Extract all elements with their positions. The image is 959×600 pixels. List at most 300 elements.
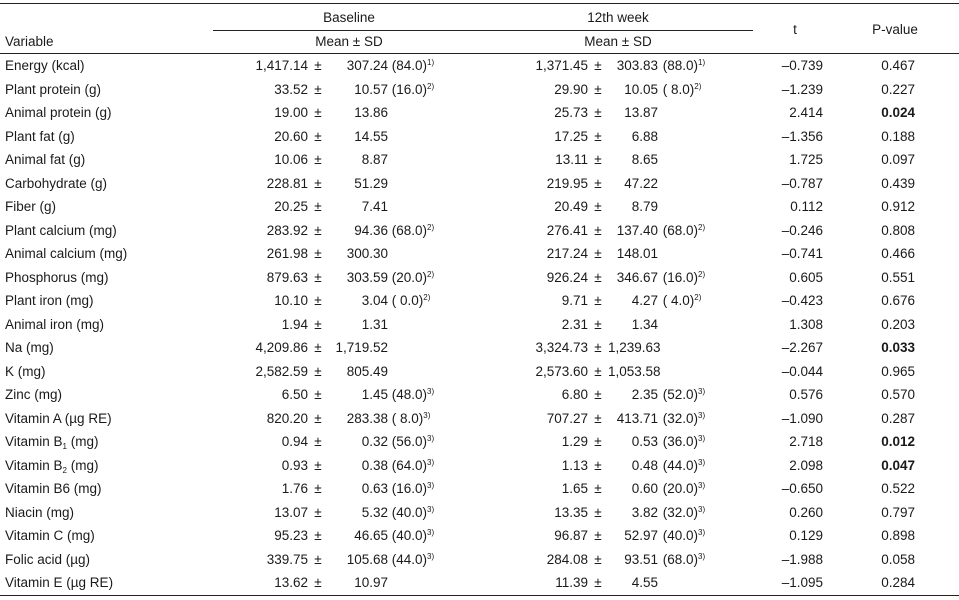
table-row [0, 101, 959, 125]
week12-mean: 926.24 [546, 269, 588, 285]
variable-name: Energy (kcal) [5, 58, 85, 73]
baseline-sd: 1,719.52 [335, 340, 388, 355]
footnote-marker: 3) [427, 528, 435, 537]
baseline-mean: 0.93 [281, 457, 308, 473]
week12-mean: 276.41 [546, 222, 588, 238]
variable-name: Na (mg) [5, 340, 54, 355]
plus-minus-sign: ± [314, 363, 322, 379]
week12-sd: 0.60 [631, 481, 658, 496]
week12-sd: 6.88 [631, 128, 658, 144]
baseline-sd: 303.59 [346, 269, 388, 285]
p-value: 0.965 [881, 363, 915, 379]
week12-percent-value: (32.0) [662, 504, 699, 520]
header-p-value: P-value [872, 22, 918, 37]
week12-underline [483, 30, 753, 31]
variable-cell [5, 54, 85, 78]
baseline-percent-value: ( 0.0) [391, 293, 424, 308]
p-value: 0.058 [881, 551, 915, 567]
variable-name: Phosphorus (mg) [5, 269, 109, 285]
baseline-percent-value: ( 8.0) [391, 410, 424, 426]
baseline-percent-value: (44.0) [391, 551, 428, 567]
week12-sd: 10.05 [624, 81, 658, 97]
header-12th-week: 12th week [587, 10, 649, 25]
p-value: 0.097 [881, 152, 915, 167]
t-value: –0.423 [781, 293, 823, 308]
table-row [0, 477, 959, 501]
header-t: t [793, 22, 797, 37]
p-value: 0.188 [881, 128, 915, 144]
week12-sd: 52.97 [624, 528, 658, 543]
plus-minus-sign: ± [314, 128, 322, 144]
plus-minus-sign: ± [314, 152, 322, 167]
variable-name: Folic acid (µg) [5, 551, 91, 567]
variable-name: Vitamin C (mg) [5, 528, 95, 543]
baseline-mean: 4,209.86 [255, 340, 308, 355]
footnote-marker: 2) [423, 293, 431, 302]
week12-mean: 707.27 [546, 410, 588, 426]
week12-mean: 17.25 [554, 128, 588, 144]
plus-minus-sign: ± [314, 528, 322, 543]
baseline-percent-value: (40.0) [391, 528, 428, 543]
baseline-mean: 10.10 [274, 293, 308, 308]
week12-sd: 137.40 [616, 222, 658, 238]
baseline-sd: 283.38 [346, 410, 388, 426]
t-value: –1.095 [781, 575, 823, 590]
variable-cell [5, 242, 127, 266]
plus-minus-sign: ± [594, 434, 602, 449]
table-row [0, 360, 959, 384]
plus-minus-sign: ± [314, 504, 322, 520]
week12-percent-value: (16.0) [662, 269, 699, 285]
week12-mean: 9.71 [561, 293, 588, 308]
baseline-percent-value: (68.0) [391, 222, 428, 238]
plus-minus-sign: ± [594, 222, 602, 238]
baseline-mean: 13.07 [274, 504, 308, 520]
baseline-mean: 0.94 [281, 434, 308, 449]
plus-minus-sign: ± [314, 575, 322, 590]
week12-mean: 219.95 [546, 175, 588, 191]
variable-name: Vitamin E (µg RE) [5, 575, 114, 590]
table-row [0, 383, 959, 407]
p-value: 0.467 [881, 58, 915, 73]
week12-percent-value: (44.0) [662, 457, 699, 473]
plus-minus-sign: ± [594, 58, 602, 73]
variable-cell [5, 454, 98, 478]
footnote-marker: 2) [698, 269, 706, 279]
header-mean-sd-baseline: Mean ± SD [315, 34, 383, 49]
baseline-mean: 33.52 [274, 81, 308, 97]
table-row [0, 219, 959, 243]
plus-minus-sign: ± [594, 175, 602, 191]
plus-minus-sign: ± [594, 481, 602, 496]
week12-percent-value: (68.0) [662, 222, 699, 238]
footnote-marker: 3) [423, 410, 431, 420]
plus-minus-sign: ± [594, 528, 602, 543]
week12-sd: 8.79 [631, 199, 658, 214]
plus-minus-sign: ± [314, 481, 322, 496]
plus-minus-sign: ± [314, 316, 322, 332]
week12-sd: 8.65 [631, 152, 658, 167]
variable-cell [5, 266, 109, 290]
header-baseline: Baseline [323, 10, 375, 25]
t-value: 0.129 [789, 528, 823, 543]
variable-cell [5, 360, 46, 384]
week12-sd: 303.83 [616, 58, 658, 73]
variable-subscript: 1 [62, 442, 67, 451]
week12-mean: 1.13 [561, 457, 588, 473]
week12-percent [659, 383, 705, 407]
baseline-percent-value: (40.0) [391, 504, 428, 520]
table-row [0, 54, 959, 78]
week12-mean: 2,573.60 [535, 363, 588, 379]
baseline-percent [388, 54, 434, 78]
plus-minus-sign: ± [314, 340, 322, 355]
week12-percent-value: (40.0) [662, 528, 699, 543]
baseline-mean: 283.92 [266, 222, 308, 238]
variable-name: Vitamin B6 (mg) [5, 481, 102, 496]
plus-minus-sign: ± [594, 105, 602, 120]
plus-minus-sign: ± [594, 551, 602, 567]
variable-cell [5, 289, 94, 313]
footnote-marker: 2) [694, 81, 702, 91]
baseline-sd: 0.63 [361, 481, 388, 496]
week12-sd: 0.53 [631, 434, 658, 449]
p-value: 0.570 [881, 387, 915, 402]
baseline-percent [388, 524, 434, 548]
week12-sd: 4.27 [631, 293, 658, 308]
table-row [0, 407, 959, 431]
baseline-percent-value: (56.0) [391, 434, 428, 449]
footnote-marker: 2) [698, 222, 706, 232]
plus-minus-sign: ± [314, 293, 322, 308]
t-value: –2.267 [781, 340, 823, 355]
p-value: 0.898 [881, 528, 915, 543]
variable-cell [5, 125, 75, 149]
week12-sd: 1,053.58 [608, 363, 661, 379]
week12-mean: 11.39 [555, 575, 588, 590]
footnote-marker: 3) [698, 481, 706, 490]
week12-mean: 1.29 [561, 434, 588, 449]
week12-mean: 1.65 [561, 481, 588, 496]
week12-mean: 2.31 [561, 316, 588, 332]
plus-minus-sign: ± [314, 434, 322, 449]
week12-percent-value: (68.0) [662, 551, 699, 567]
plus-minus-sign: ± [594, 81, 602, 97]
variable-name: Plant calcium (mg) [5, 222, 117, 238]
p-value: 0.466 [881, 246, 915, 261]
week12-sd: 1.34 [631, 316, 658, 332]
week12-percent [659, 289, 701, 313]
p-value: 0.284 [881, 575, 915, 590]
variable-unit: (mg) [66, 457, 99, 473]
baseline-sd: 5.32 [361, 504, 388, 520]
header-variable: Variable [5, 34, 54, 49]
week12-sd: 1,239.63 [608, 340, 661, 355]
variable-cell [5, 548, 90, 572]
p-value: 0.033 [881, 340, 915, 355]
baseline-percent [388, 477, 434, 501]
t-value: –1.090 [781, 410, 823, 426]
week12-percent [659, 524, 705, 548]
plus-minus-sign: ± [594, 340, 602, 355]
plus-minus-sign: ± [594, 363, 602, 379]
baseline-mean: 820.20 [266, 410, 308, 426]
footnote-marker: 3) [698, 504, 706, 514]
table-row [0, 571, 959, 595]
week12-sd: 2.35 [631, 387, 658, 402]
variable-name: Zinc (mg) [5, 387, 62, 402]
baseline-mean: 6.50 [281, 387, 308, 402]
baseline-sd: 105.68 [346, 551, 388, 567]
week12-percent-value: (36.0) [662, 434, 699, 449]
p-value: 0.203 [881, 316, 915, 332]
baseline-sd: 1.31 [361, 316, 388, 332]
plus-minus-sign: ± [314, 81, 322, 97]
variable-name: Vitamin A (µg RE) [5, 410, 112, 426]
table-row [0, 266, 959, 290]
plus-minus-sign: ± [314, 105, 322, 120]
baseline-sd: 1.45 [361, 387, 388, 402]
t-value: –1.988 [781, 551, 823, 567]
baseline-mean: 2,582.59 [255, 363, 308, 379]
baseline-underline [213, 30, 485, 31]
t-value: –1.239 [781, 81, 823, 97]
variable-cell [5, 407, 112, 431]
t-value: 2.098 [789, 457, 823, 473]
table-row [0, 501, 959, 525]
p-value: 0.024 [881, 105, 915, 120]
table-row [0, 148, 959, 172]
table-row [0, 336, 959, 360]
week12-percent-value: ( 8.0) [662, 81, 695, 97]
footnote-marker: 1) [698, 58, 706, 67]
variable-name: Plant protein (g) [5, 81, 102, 97]
table-row [0, 78, 959, 102]
baseline-sd: 13.86 [354, 105, 388, 120]
plus-minus-sign: ± [594, 575, 602, 590]
week12-percent [659, 78, 701, 102]
plus-minus-sign: ± [594, 152, 602, 167]
table-row [0, 242, 959, 266]
footnote-marker: 3) [427, 457, 435, 467]
baseline-sd: 10.57 [354, 81, 388, 97]
week12-sd: 148.01 [616, 246, 658, 261]
footnote-marker: 3) [698, 551, 706, 561]
baseline-mean: 20.60 [274, 128, 308, 144]
p-value: 0.551 [881, 269, 915, 285]
week12-percent-value: (32.0) [662, 410, 699, 426]
variable-cell [5, 336, 54, 360]
variable-name: Animal protein (g) [5, 105, 112, 120]
baseline-percent [388, 407, 430, 431]
week12-mean: 20.49 [554, 199, 588, 214]
plus-minus-sign: ± [594, 293, 602, 308]
baseline-sd: 805.49 [346, 363, 388, 379]
t-value: –0.246 [781, 222, 823, 238]
variable-name: Niacin (mg) [5, 504, 75, 520]
baseline-mean: 20.25 [274, 199, 308, 214]
variable-cell [5, 195, 56, 219]
variable-name: Animal fat (g) [5, 152, 86, 167]
table-row [0, 454, 959, 478]
baseline-mean: 879.63 [266, 269, 308, 285]
baseline-percent [388, 78, 434, 102]
week12-percent [659, 548, 705, 572]
t-value: –0.787 [781, 175, 823, 191]
variable-cell [5, 383, 62, 407]
p-value: 0.912 [881, 199, 915, 214]
baseline-sd: 0.38 [361, 457, 388, 473]
variable-cell [5, 501, 74, 525]
plus-minus-sign: ± [314, 58, 322, 73]
baseline-percent-value: (20.0) [391, 269, 428, 285]
baseline-sd: 7.41 [361, 199, 388, 214]
plus-minus-sign: ± [594, 316, 602, 332]
plus-minus-sign: ± [594, 504, 602, 520]
baseline-sd: 46.65 [354, 528, 388, 543]
baseline-percent [388, 219, 434, 243]
baseline-sd: 300.30 [346, 246, 388, 261]
plus-minus-sign: ± [594, 457, 602, 473]
t-value: –1.356 [781, 128, 823, 144]
p-value: 0.047 [881, 457, 915, 473]
variable-name: K (mg) [5, 363, 46, 379]
variable-name: Plant iron (mg) [5, 293, 94, 308]
footnote-marker: 3) [427, 551, 435, 561]
baseline-percent [388, 266, 434, 290]
footnote-marker: 3) [698, 387, 706, 396]
baseline-percent [388, 289, 430, 313]
week12-percent [659, 219, 705, 243]
footnote-marker: 3) [698, 528, 706, 537]
table-row [0, 313, 959, 337]
week12-mean: 284.08 [546, 551, 588, 567]
baseline-sd: 8.87 [361, 152, 388, 167]
baseline-mean: 95.23 [274, 528, 308, 543]
week12-sd: 93.51 [624, 551, 658, 567]
week12-percent [659, 430, 705, 454]
table-row [0, 524, 959, 548]
p-value: 0.808 [881, 222, 915, 238]
plus-minus-sign: ± [314, 457, 322, 473]
p-value: 0.676 [881, 293, 915, 308]
week12-mean: 29.90 [554, 81, 588, 97]
plus-minus-sign: ± [314, 387, 322, 402]
table-row [0, 289, 959, 313]
baseline-mean: 13.62 [274, 575, 308, 590]
variable-cell [5, 101, 112, 125]
t-value: 0.576 [789, 387, 823, 402]
table-row [0, 125, 959, 149]
week12-sd: 413.71 [616, 410, 658, 426]
p-value: 0.522 [881, 481, 915, 496]
baseline-mean: 1,417.14 [255, 58, 308, 73]
variable-name: Plant fat (g) [5, 128, 75, 144]
t-value: 2.718 [789, 434, 823, 449]
plus-minus-sign: ± [594, 199, 602, 214]
variable-cell [5, 219, 117, 243]
week12-percent-value: (52.0) [662, 387, 699, 402]
baseline-percent [388, 454, 434, 478]
plus-minus-sign: ± [594, 387, 602, 402]
top-rule [0, 3, 959, 4]
week12-mean: 96.87 [554, 528, 588, 543]
week12-percent-value: (20.0) [662, 481, 699, 496]
week12-mean: 217.24 [546, 246, 588, 261]
week12-sd: 47.22 [624, 175, 658, 191]
plus-minus-sign: ± [314, 175, 322, 191]
plus-minus-sign: ± [594, 269, 602, 285]
plus-minus-sign: ± [594, 246, 602, 261]
variable-name: Carbohydrate (g) [5, 175, 108, 191]
footnote-marker: 2) [427, 222, 435, 232]
week12-percent [659, 501, 705, 525]
plus-minus-sign: ± [594, 128, 602, 144]
baseline-sd: 51.29 [354, 175, 388, 191]
t-value: 0.260 [789, 504, 823, 520]
footnote-marker: 3) [427, 434, 435, 443]
week12-sd: 0.48 [631, 457, 658, 473]
baseline-percent-value: (48.0) [391, 387, 428, 402]
t-value: 1.308 [789, 316, 823, 332]
week12-percent [659, 54, 705, 78]
baseline-percent-value: (16.0) [391, 81, 428, 97]
variable-cell [5, 524, 95, 548]
week12-percent [659, 407, 705, 431]
footnote-marker: 3) [427, 504, 435, 514]
week12-sd: 13.87 [624, 105, 658, 120]
week12-mean: 13.11 [555, 152, 588, 167]
variable-cell [5, 78, 101, 102]
baseline-percent [388, 548, 434, 572]
variable-name: Fiber (g) [5, 199, 57, 214]
plus-minus-sign: ± [314, 269, 322, 285]
t-value: 0.605 [789, 269, 823, 285]
plus-minus-sign: ± [314, 246, 322, 261]
t-value: 0.112 [790, 199, 823, 214]
footnote-marker: 3) [698, 434, 706, 443]
t-value: –0.650 [781, 481, 823, 496]
week12-percent [659, 266, 705, 290]
t-value: –0.044 [781, 363, 823, 379]
variable-cell [5, 313, 104, 337]
week12-percent-value: (88.0) [662, 58, 699, 73]
week12-sd: 4.55 [631, 575, 658, 590]
week12-percent [659, 454, 705, 478]
t-value: –0.739 [781, 58, 823, 73]
week12-mean: 13.35 [554, 504, 588, 520]
variable-name: Animal iron (mg) [5, 316, 105, 332]
t-value: –0.741 [781, 246, 823, 261]
week12-sd: 346.67 [616, 269, 658, 285]
p-value: 0.439 [881, 175, 915, 191]
baseline-percent [388, 430, 434, 454]
header-mean-sd-week12: Mean ± SD [584, 34, 652, 49]
p-value: 0.287 [881, 410, 915, 426]
plus-minus-sign: ± [314, 222, 322, 238]
baseline-percent-value: (16.0) [391, 481, 428, 496]
week12-percent [659, 477, 705, 501]
baseline-mean: 19.00 [274, 105, 308, 120]
footnote-marker: 3) [427, 387, 435, 396]
baseline-sd: 10.97 [354, 575, 388, 590]
plus-minus-sign: ± [594, 410, 602, 426]
week12-sd: 3.82 [631, 504, 658, 520]
variable-cell [5, 477, 102, 501]
variable-cell [5, 571, 113, 595]
week12-mean: 3,324.73 [535, 340, 588, 355]
footnote-marker: 3) [698, 457, 706, 467]
